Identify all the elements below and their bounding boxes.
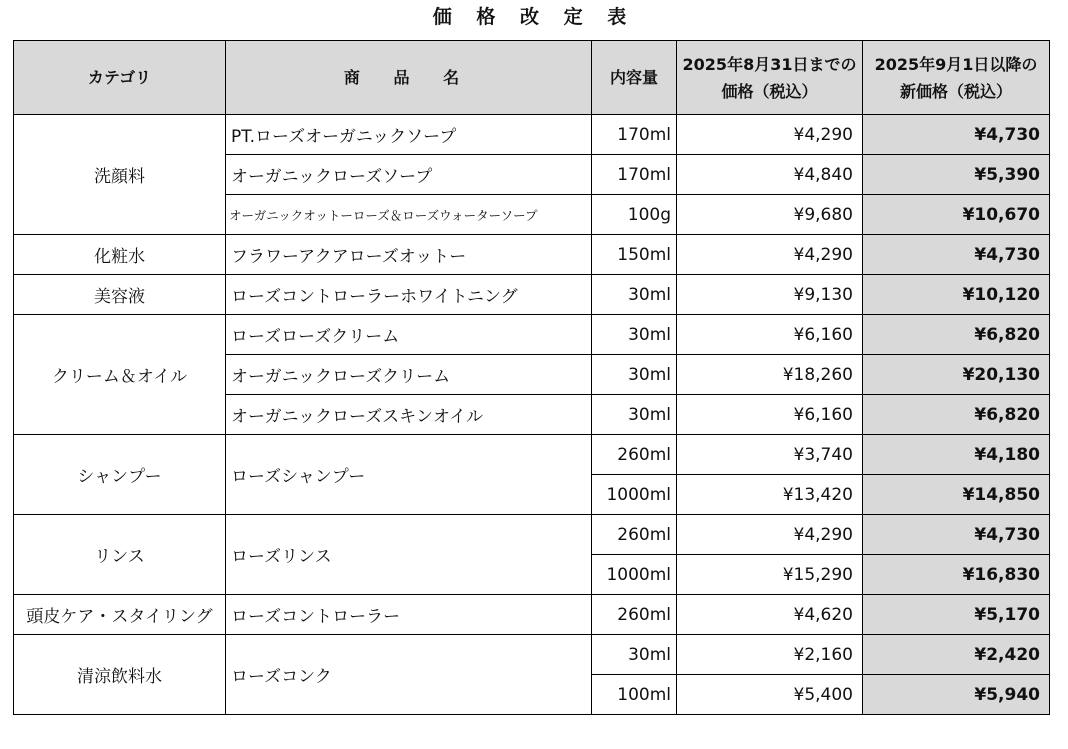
header-old-price-line1: 2025年8月31日までの	[682, 54, 857, 74]
page-title: 価 格 改 定 表	[432, 6, 636, 28]
category-cell: 美容液	[14, 275, 226, 315]
table-body	[14, 115, 1050, 715]
product-name-cell: オーガニックオットーローズ＆ローズウォーターソープ	[226, 195, 592, 235]
category-cell: 清涼飲料水	[14, 635, 226, 715]
product-name-cell: ローズコントローラーホワイトニング	[226, 275, 592, 315]
product-name-cell: ローズコンク	[226, 635, 592, 715]
header-category: カテゴリ	[14, 41, 226, 115]
product-name-cell: オーガニックローズソープ	[226, 155, 592, 195]
table-row	[14, 115, 1050, 155]
table-row	[14, 635, 1050, 675]
header-new-price	[863, 41, 1050, 115]
header-new-price-line1: 2025年9月1日以降の	[874, 54, 1038, 74]
volume-cell: 1000ml	[592, 555, 677, 595]
product-name-cell: オーガニックローズスキンオイル	[226, 395, 592, 435]
table-row	[14, 435, 1050, 475]
category-cell: 化粧水	[14, 235, 226, 275]
new-price-cell: ¥20,130	[863, 355, 1050, 395]
old-price-cell: ¥9,130	[677, 275, 863, 315]
volume-cell: 30ml	[592, 355, 677, 395]
volume-cell: 260ml	[592, 595, 677, 635]
price-table	[13, 40, 1050, 715]
old-price-cell: ¥15,290	[677, 555, 863, 595]
old-price-cell: ¥18,260	[677, 355, 863, 395]
new-price-cell: ¥5,390	[863, 155, 1050, 195]
new-price-cell: ¥5,170	[863, 595, 1050, 635]
new-price-cell: ¥4,730	[863, 515, 1050, 555]
product-name-cell: オーガニックローズクリーム	[226, 355, 592, 395]
category-cell: シャンプー	[14, 435, 226, 515]
table-row	[14, 595, 1050, 635]
volume-cell: 260ml	[592, 515, 677, 555]
header-product-name: 商 品 名	[226, 41, 592, 115]
header-new-price-line2: 新価格（税込）	[899, 81, 1012, 101]
table-row	[14, 235, 1050, 275]
old-price-cell: ¥5,400	[677, 675, 863, 715]
new-price-cell: ¥16,830	[863, 555, 1050, 595]
volume-cell: 170ml	[592, 115, 677, 155]
volume-cell: 30ml	[592, 395, 677, 435]
product-name-cell: フラワーアクアローズオットー	[226, 235, 592, 275]
category-cell: リンス	[14, 515, 226, 595]
volume-cell: 170ml	[592, 155, 677, 195]
volume-cell: 260ml	[592, 435, 677, 475]
category-cell: 洗顔料	[14, 115, 226, 235]
header-volume: 内容量	[592, 41, 677, 115]
header-row	[14, 41, 1050, 115]
old-price-cell: ¥2,160	[677, 635, 863, 675]
old-price-cell: ¥4,290	[677, 515, 863, 555]
volume-cell: 30ml	[592, 635, 677, 675]
volume-cell: 1000ml	[592, 475, 677, 515]
category-cell: 頭皮ケア・スタイリング	[14, 595, 226, 635]
new-price-cell: ¥4,180	[863, 435, 1050, 475]
old-price-cell: ¥4,620	[677, 595, 863, 635]
new-price-cell: ¥6,820	[863, 395, 1050, 435]
header-old-price-line2: 価格（税込）	[721, 81, 818, 101]
product-name-cell: PT.ローズオーガニックソープ	[226, 115, 592, 155]
product-name-cell: ローズシャンプー	[226, 435, 592, 515]
table-row	[14, 275, 1050, 315]
old-price-cell: ¥6,160	[677, 315, 863, 355]
volume-cell: 150ml	[592, 235, 677, 275]
product-name-cell: ローズコントローラー	[226, 595, 592, 635]
old-price-cell: ¥3,740	[677, 435, 863, 475]
new-price-cell: ¥10,120	[863, 275, 1050, 315]
category-cell: クリーム＆オイル	[14, 315, 226, 435]
volume-cell: 100ml	[592, 675, 677, 715]
old-price-cell: ¥13,420	[677, 475, 863, 515]
product-name-cell: ローズリンス	[226, 515, 592, 595]
new-price-cell: ¥14,850	[863, 475, 1050, 515]
product-name-cell: ローズローズクリーム	[226, 315, 592, 355]
old-price-cell: ¥4,840	[677, 155, 863, 195]
volume-cell: 30ml	[592, 275, 677, 315]
old-price-cell: ¥4,290	[677, 115, 863, 155]
new-price-cell: ¥2,420	[863, 635, 1050, 675]
old-price-cell: ¥6,160	[677, 395, 863, 435]
header-old-price	[677, 41, 863, 115]
volume-cell: 30ml	[592, 315, 677, 355]
table-row	[14, 315, 1050, 355]
old-price-cell: ¥9,680	[677, 195, 863, 235]
new-price-cell: ¥10,670	[863, 195, 1050, 235]
volume-cell: 100g	[592, 195, 677, 235]
new-price-cell: ¥5,940	[863, 675, 1050, 715]
new-price-cell: ¥6,820	[863, 315, 1050, 355]
new-price-cell: ¥4,730	[863, 235, 1050, 275]
table-row	[14, 515, 1050, 555]
new-price-cell: ¥4,730	[863, 115, 1050, 155]
old-price-cell: ¥4,290	[677, 235, 863, 275]
